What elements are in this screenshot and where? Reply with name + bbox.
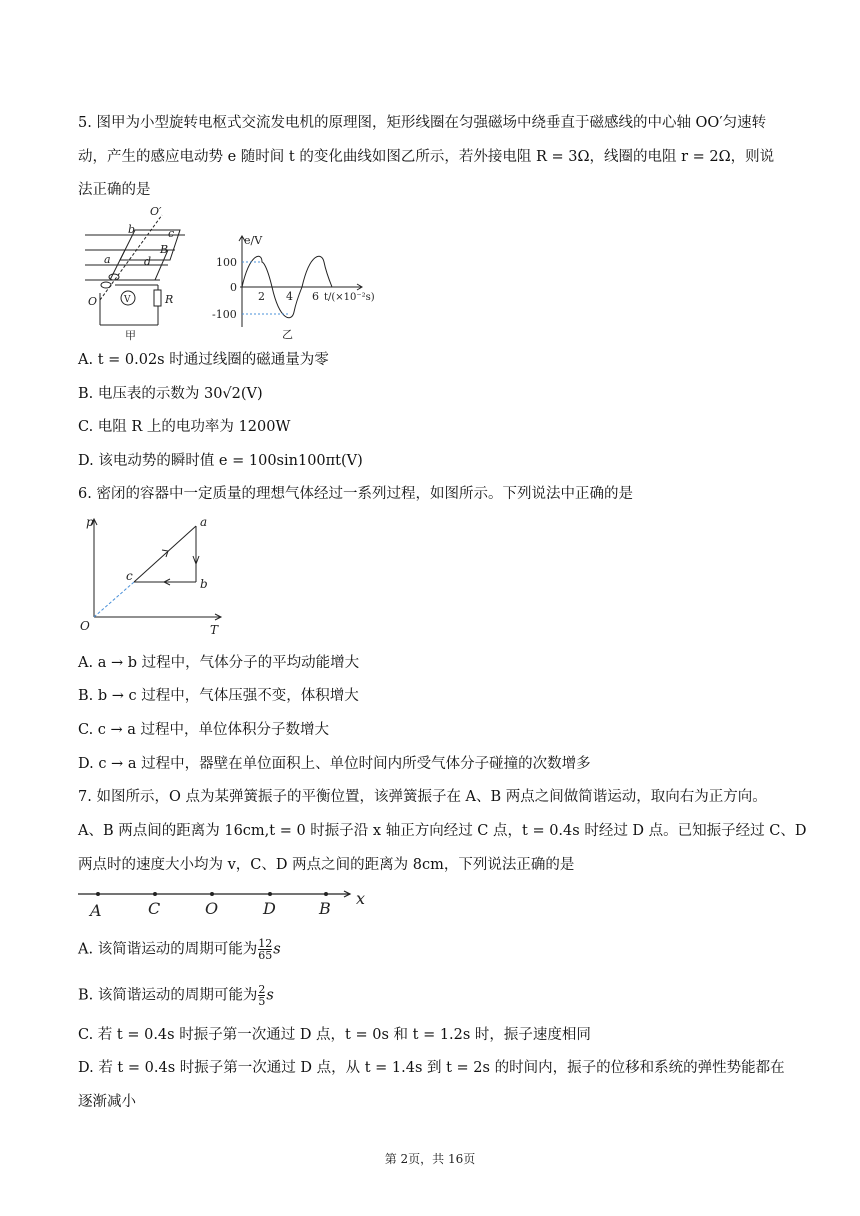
caption-yi: 乙 [282,328,293,341]
unit-s: s [266,987,274,1004]
q7-line-3: 两点时的速度大小均为 v，C、D 两点之间的距离为 8cm，下列说法正确的是 [78,857,575,873]
xtick-2: 2 [258,290,265,303]
caption-jia: 甲 [125,329,136,342]
p-axis-label: p [86,515,94,529]
y-axis-label: e/V [244,234,263,247]
label-b-coil: b [128,223,136,236]
point-b-label: b [200,577,208,591]
q7-option-d-line-2: 逐渐减小 [78,1094,136,1110]
ytick-minus-100: -100 [212,308,237,321]
axis-point-d: D [263,899,276,918]
ytick-100: 100 [216,256,237,269]
voltmeter-label: V [124,295,131,305]
axis-point-c: C [148,899,161,918]
q7-option-b [78,984,274,1007]
fraction-denominator: 5 [258,995,266,1008]
q5-option-c: C. 电阻 R 上的电功率为 1200W [78,419,291,435]
x-axis-label: t/(×10⁻²s) [324,292,375,303]
q5-option-a: A. t = 0.02s 时通过线圈的磁通量为零 [78,352,329,368]
q7-option-d-line-1: D. 若 t = 0.4s 时振子第一次通过 D 点，从 t = 1.4s 到 t = 2s 的时间内，振子的位移和系统的弹性势能都在 [78,1060,785,1076]
p-t-diagram [76,512,236,642]
q6-option-d: D. c → a 过程中，器壁在单位面积上、单位时间内所受气体分子碰撞的次数增多 [78,756,591,772]
q5-option-b: B. 电压表的示数为 30√2(V) [78,386,263,402]
label-field-B: B [160,243,169,256]
q7-line-1: 7. 如图所示，O 点为某弹簧振子的平衡位置，该弹簧振子在 A、B 两点之间做简谐运动，取向右为正方向。 [78,789,767,805]
origin-o-label: O [80,619,90,633]
axis-x-label: x [356,889,366,908]
fraction-numerator: 2 [258,983,266,996]
q6-line-1: 6. 密闭的容器中一定质量的理想气体经过一系列过程，如图所示。下列说法中正确的是 [78,486,633,502]
q6-option-c: C. c → a 过程中，单位体积分子数增大 [78,722,330,738]
q5-line-1: 5. 图甲为小型旋转电枢式交流发电机的原理图，矩形线圈在匀强磁场中绕垂直于磁感线的中心轴 OO′匀速转 [78,115,767,131]
fraction-12-65 [258,938,272,961]
q7-line-2: A、B 两点间的距离为 16cm,t = 0 时振子沿 x 轴正方向经过 C 点，t = 0.4s 时经过 D 点。已知振子经过 C、D [78,823,807,839]
q5-line-2: 动，产生的感应电动势 e 随时间 t 的变化曲线如图乙所示，若外接电阻 R = 3Ω，线圈的电阻 r = 2Ω，则说 [78,149,775,165]
q7-option-c: C. 若 t = 0.4s 时振子第一次通过 D 点，t = 0s 和 t = 1.2s 时，振子速度相同 [78,1027,591,1043]
label-r: R [165,293,174,306]
fraction-numerator: 12 [258,937,273,950]
q7-option-a-text: A. 该简谐运动的周期可能为 [78,941,258,958]
q6-option-a: A. a → b 过程中，气体分子的平均动能增大 [78,655,360,671]
fraction-denominator: 65 [258,949,273,962]
label-a: a [104,253,111,266]
t-axis-label: T [210,623,219,637]
point-a-label: a [200,515,208,529]
q5-line-3: 法正确的是 [78,182,151,198]
xtick-6: 6 [312,290,319,303]
label-d: d [144,255,152,268]
label-o: O [88,295,98,308]
origin-label: 0 [230,281,237,294]
q7-option-b-text: B. 该简谐运动的周期可能为 [78,987,258,1004]
q6-option-b: B. b → c 过程中，气体压强不变，体积增大 [78,688,359,704]
fraction-2-5 [258,984,265,1007]
number-axis [78,884,378,924]
unit-s: s [273,941,281,958]
axis-point-o: O [205,899,219,918]
xtick-4: 4 [286,290,293,303]
label-o-prime: O′ [150,205,162,218]
point-c-label: c [126,569,133,583]
page-footer: 第 2页，共 16页 [384,1152,476,1166]
label-c: c [168,227,175,240]
q7-option-a [78,938,281,961]
axis-point-b: B [319,899,331,918]
axis-point-a: A [90,901,102,920]
emf-time-graph [212,232,382,342]
generator-diagram [80,205,200,345]
q5-option-d: D. 该电动势的瞬时值 e = 100sin100πt(V) [78,453,363,469]
